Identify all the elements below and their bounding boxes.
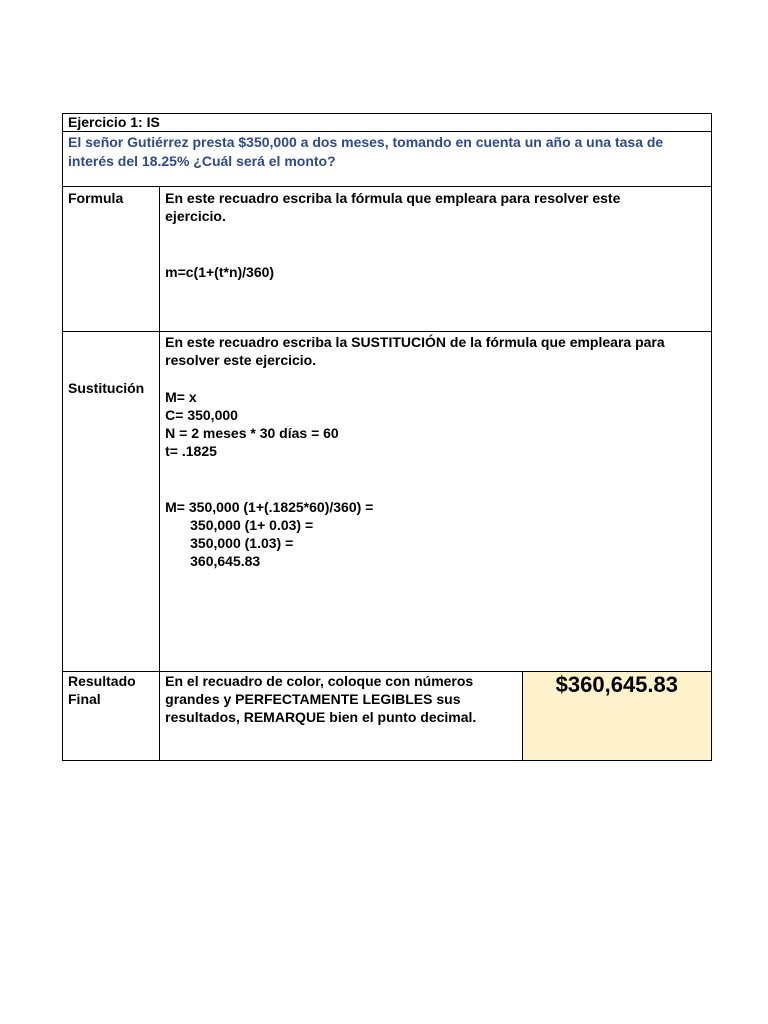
prompt-row <box>63 132 712 187</box>
final-instruction-line: grandes y PERFECTAMENTE LEGIBLES sus <box>165 691 461 707</box>
title-row <box>63 114 712 132</box>
formula-label: Formula <box>63 187 160 332</box>
exercise-sheet <box>62 113 712 761</box>
final-label <box>63 672 160 761</box>
substitution-variable: M= x <box>165 389 197 405</box>
substitution-label: Sustitución <box>68 380 145 396</box>
prompt-line: El señor Gutiérrez presta $350,000 a dos meses, tomando en cuenta un año a una tasa de <box>68 134 664 150</box>
substitution-label-cell <box>63 332 160 672</box>
exercise-title: Ejercicio 1: IS <box>63 114 712 132</box>
substitution-row <box>63 332 712 672</box>
substitution-step: 350,000 (1.03) = <box>190 535 294 551</box>
substitution-variable: C= 350,000 <box>165 407 238 423</box>
substitution-variable: N = 2 meses * 30 días = 60 <box>165 425 339 441</box>
final-answer: $360,645.83 <box>522 672 711 761</box>
substitution-instruction: En este recuadro escriba la SUSTITUCIÓN de la fórmula que empleara para <box>165 334 665 350</box>
prompt-line: interés del 18.25% ¿Cuál será el monto? <box>68 153 336 169</box>
exercise-table <box>62 113 712 761</box>
substitution-content <box>160 332 712 672</box>
final-label-line: Resultado <box>68 673 136 689</box>
final-instruction-line: resultados, REMARQUE bien el punto decimal. <box>165 709 477 725</box>
final-instruction <box>160 672 523 761</box>
formula-content <box>160 187 712 332</box>
final-row <box>63 672 712 761</box>
substitution-result: 360,645.83 <box>190 553 261 569</box>
substitution-instruction: resolver este ejercicio. <box>165 352 317 368</box>
final-instruction-line: En el recuadro de color, coloque con números <box>165 673 474 689</box>
final-label-line: Final <box>68 691 101 707</box>
formula-expression: m=c(1+(t*n)/360) <box>165 264 275 280</box>
formula-instruction: En este recuadro escriba la fórmula que empleara para resolver este <box>165 190 621 206</box>
formula-instruction: ejercicio. <box>165 208 226 224</box>
substitution-step: 350,000 (1+ 0.03) = <box>190 517 314 533</box>
substitution-step: M= 350,000 (1+(.1825*60)/360) = <box>165 499 374 515</box>
exercise-prompt <box>63 132 712 187</box>
formula-row <box>63 187 712 332</box>
substitution-variable: t= .1825 <box>165 443 217 459</box>
